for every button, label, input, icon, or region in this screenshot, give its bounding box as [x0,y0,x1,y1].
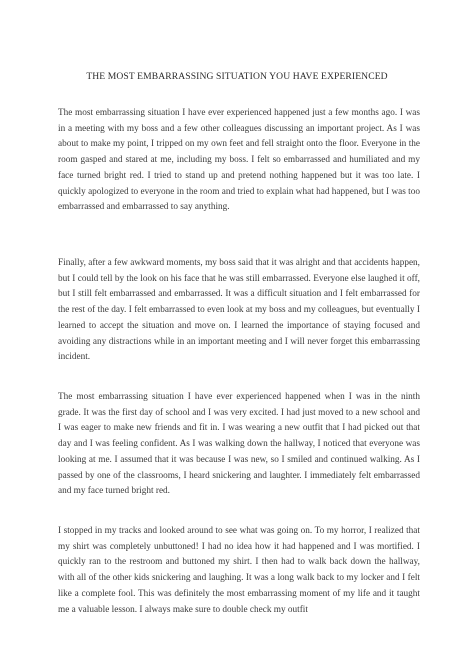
paragraph-2: Finally, after a few awkward moments, my boss said that it was alright and that accidents happen, but I could tell by the look on his face that he was still embarrassed. Everyone else laughed it off, but I still felt embarrassed and embarrassed. It was a difficult situation and I felt embarrassed for the rest of the day. I felt embarrassed to even look at my boss and my colleagues, but eventually I learned to accept the situation and move on. I learned the importance of staying focused and avoiding any distractions while in an important meeting and I will never forget this embarrassing incident. [58,258,420,363]
document-title: THE MOST EMBARRASSING SITUATION YOU HAVE EXPERIENCED [86,71,388,82]
paragraph-1: The most embarrassing situation I have ever experienced happened just a few months ago. I was in a meeting with my boss and a few other colleagues discussing an important project. As I was about to make my point, I tripped on my own feet and fell straight onto the floor. Everyone in the room gasped and stared at me, including my boss. I felt so embarrassed and humiliated and my face turned bright red. I tried to stand up and pretend nothing happened but it was too late. I quickly apologized to everyone in the room and tried to explain what had happened, but I was too embarrassed and embarrassed to say anything. [58,108,420,213]
paragraph-4: I stopped in my tracks and looked around to see what was going on. To my horror, I realized that my shirt was completely unbuttoned! I had no idea how it had happened and I was mortified. I quickly ran to the restroom and buttoned my shirt. I then had to walk back down the hallway, with all of the other kids snickering and laughing. It was a long walk back to my locker and I felt like a complete fool. This was definitely the most embarrassing moment of my life and it taught me a valuable lesson. I always make sure to double check my outfit [58,526,420,615]
paragraph-3: The most embarrassing situation I have ever experienced happened when I was in the ninth grade. It was the first day of school and I was very excited. I had just moved to a new school and I was eager to make new friends and fit in. I was wearing a new outfit that I had picked out that day and I was feeling confident. As I was walking down the hallway, I noticed that everyone was looking at me. I assumed that it was because I was new, so I smiled and continued walking. As I passed by one of the classrooms, I heard snickering and laughter. I immediately felt embarrassed and my face turned bright red. [58,392,420,497]
